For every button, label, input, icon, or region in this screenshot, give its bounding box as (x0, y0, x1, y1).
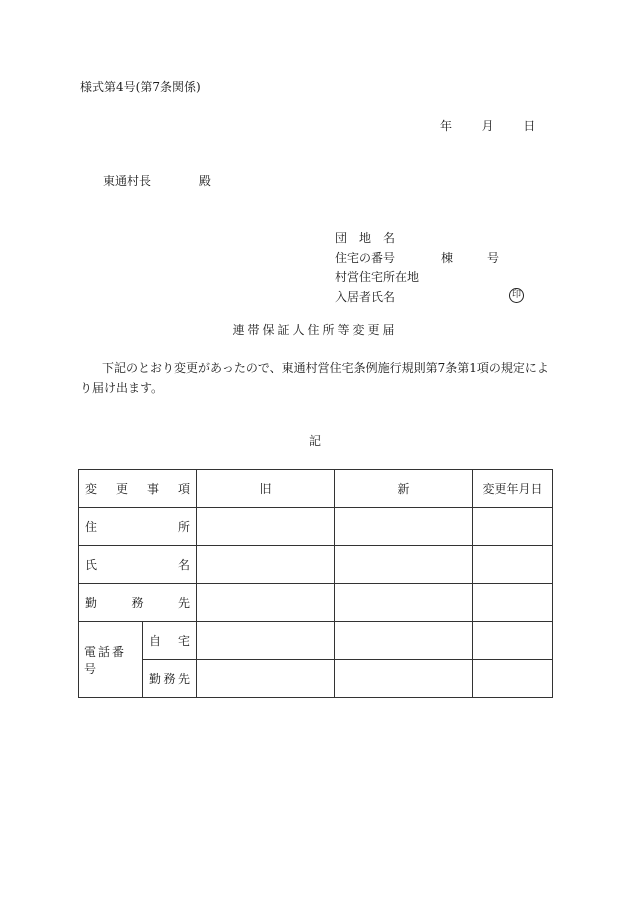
honorific: 殿 (198, 174, 211, 188)
home-old-cell (197, 622, 335, 660)
name-old-cell (197, 546, 335, 584)
form-number: 様式第4号(第7条関係) (80, 80, 201, 94)
date-line (440, 119, 535, 133)
house-number-label: 住宅の番号 (335, 250, 396, 265)
change-table (78, 469, 553, 698)
name-date-cell (473, 546, 553, 584)
complex-name-row (335, 231, 419, 251)
address-label: 村営住宅所在地 (335, 270, 420, 284)
addressee-name: 東通村長 (103, 174, 152, 188)
table-row (79, 546, 553, 584)
seal-mark: 印 (509, 288, 524, 303)
number-label: 号 (487, 250, 500, 265)
document-title: 連帯保証人住所等変更届 (232, 323, 398, 337)
row-label-home: 自 宅 (143, 622, 197, 660)
applicant-block (335, 231, 521, 309)
table-row (79, 660, 553, 698)
name-new-cell (335, 546, 473, 584)
work-date-cell (473, 660, 553, 698)
header-old: 旧 (197, 470, 335, 508)
table-row (79, 584, 553, 622)
row-label-address: 住 所 (79, 508, 197, 546)
home-date-cell (473, 622, 553, 660)
workplace-date-cell (473, 584, 553, 622)
house-number-row (335, 250, 500, 271)
row-label-phone: 電話番号 (79, 622, 143, 698)
header-new: 新 (335, 470, 473, 508)
addressee (103, 174, 211, 188)
table-header-row (79, 470, 553, 508)
complex-name-label: 団 地 名 (335, 231, 396, 245)
month-label: 月 (481, 119, 494, 133)
work-old-cell (197, 660, 335, 698)
address-date-cell (473, 508, 553, 546)
header-item: 変 更 事 項 (79, 470, 197, 508)
ki-heading: 記 (308, 434, 321, 448)
workplace-new-cell (335, 584, 473, 622)
table-row (79, 508, 553, 546)
address-new-cell (335, 508, 473, 546)
row-label-name: 氏 名 (79, 546, 197, 584)
resident-name-row (335, 289, 521, 310)
building-label: 棟 (441, 250, 454, 265)
resident-name-label: 入居者氏名 (335, 289, 396, 304)
work-new-cell (335, 660, 473, 698)
table-row (79, 622, 553, 660)
address-old-cell (197, 508, 335, 546)
year-label: 年 (440, 119, 453, 133)
address-row (335, 270, 419, 290)
row-label-work: 勤 務 先 (143, 660, 197, 698)
body-text: 下記のとおり変更があったので、東通村営住宅条例施行規則第7条第1項の規定により届け出ます。 (80, 361, 549, 395)
day-label: 日 (523, 119, 536, 133)
header-date: 変更年月日 (473, 470, 553, 508)
row-label-workplace: 勤 務 先 (79, 584, 197, 622)
workplace-old-cell (197, 584, 335, 622)
home-new-cell (335, 622, 473, 660)
